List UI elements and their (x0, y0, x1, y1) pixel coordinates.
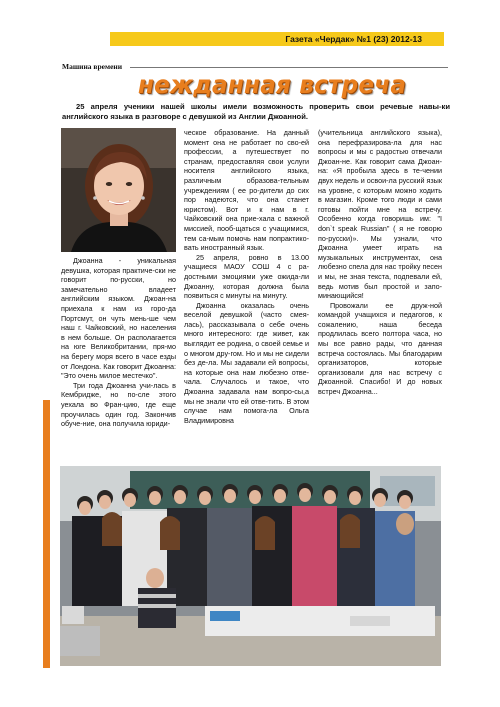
group-photo (60, 466, 441, 666)
column-3-paragraph: Провожали ее друж-ной командой учащихся и педагогов, к сожалению, наша беседа продлилась всего полтора часа, но мы все равно рады, что данная встреча состоялась. Мы благодарим организаторов, которые организовали для нас встречу с Джоанной. Спасибо! И до новых встреч Джоанна... (318, 300, 442, 397)
column-1-paragraph: Джоанна - уникальная девушка, которая практиче-ски не говорит по-русски, но замечательно владеет английским языком. Джоан-на приехала к нам из горо-да Портсмут, он чуть мень-ше чем наш г. Чайковский, но населения в нем больше. Он располагается на юге Великобритании, пря-мо на берегу моря всего в часе езды от Лондона. Как говорит Джоанна: "Это очень милое местечко". (61, 256, 176, 381)
article-headline: нежданная встреча (138, 70, 407, 99)
column-2-paragraph: Джоанна оказалась очень веселой девушкой (часто смея-лась), рассказывала о себе очень много интересного: где живет, как выглядит ее родина, о своей семье и о многом дру-гом. Но и мы не сидели без де-ла. Мы задавали ей вопросы, на которые она нам любезно отве-чала. Случалось и такое, что Джоанна задавала нам вопро-сы,а мы не знали что ей отве-тить. В этом случае нам помога-ла Ольга Владимировна (184, 300, 309, 425)
section-divider (130, 67, 448, 68)
text-column-2 (184, 128, 309, 425)
column-3-paragraph: (учительница английского языка), она перефразирова-ла для нас вопросы и мы с радостью отвечали Джоан-не. Как говорит сама Джоан-на: «Я пробыла здесь в те-чении двух недель и освои-ла русский язык на уровне, с которым можно ходить в магазин. Кроме того люди и сами готовы пойти мне на встречу. Особенно когда говоришь им: "I don`t speak Russian" ( я не говорю по-русски)». Мы узнали, что Джоанна умеет играть на музыкальных инструментах, она любезно спела для нас тройку песен и мы, не зная текста, подпевали ей, ведь мотив был простой и запо-минающийся! (318, 128, 442, 301)
orange-accent-bar (43, 400, 50, 668)
portrait-photo (61, 128, 176, 252)
column-1-paragraph: Три года Джоанна учи-лась в Кембридже, но по-сле этого уехала во Фран-цию, где еще проучилась один год. Закончив обуче-ние, она получила юриди- (61, 380, 176, 429)
section-label: Машина времени (62, 62, 123, 71)
article-lead: 25 апреля ученики нашей школы имели возможность проверить свои речевые навы-ки английского языка в разговоре с девушкой из Англии Джоанной. (62, 102, 450, 121)
column-2-paragraph: ческое образование. На данный момент она не работает по сво-ей профессии, а путешествует по странам, предоставляя свои услуги носителя английского языка, различным образова-тельным учреждениям ( ее ро-дители до сих пор надеются, что она станет юристом). Вот и к нам в г. Чайковский она прие-хала с важной миссией, пооб-щаться с учащимися, тем са-мым помочь нам попрактико-вать иностранный язык. (184, 128, 309, 253)
issue-header-bar: Газета «Чердак» №1 (23) 2012-13 (110, 32, 444, 46)
text-column-1 (61, 256, 176, 429)
column-2-paragraph: 25 апреля, ровно в 13.00 учащиеся МАОУ СОШ 4 с ра-достными эмоциями уже ожида-ли Джоанну, которая должна была появиться с минуты на минуту. (184, 252, 309, 301)
text-column-3 (318, 128, 442, 397)
